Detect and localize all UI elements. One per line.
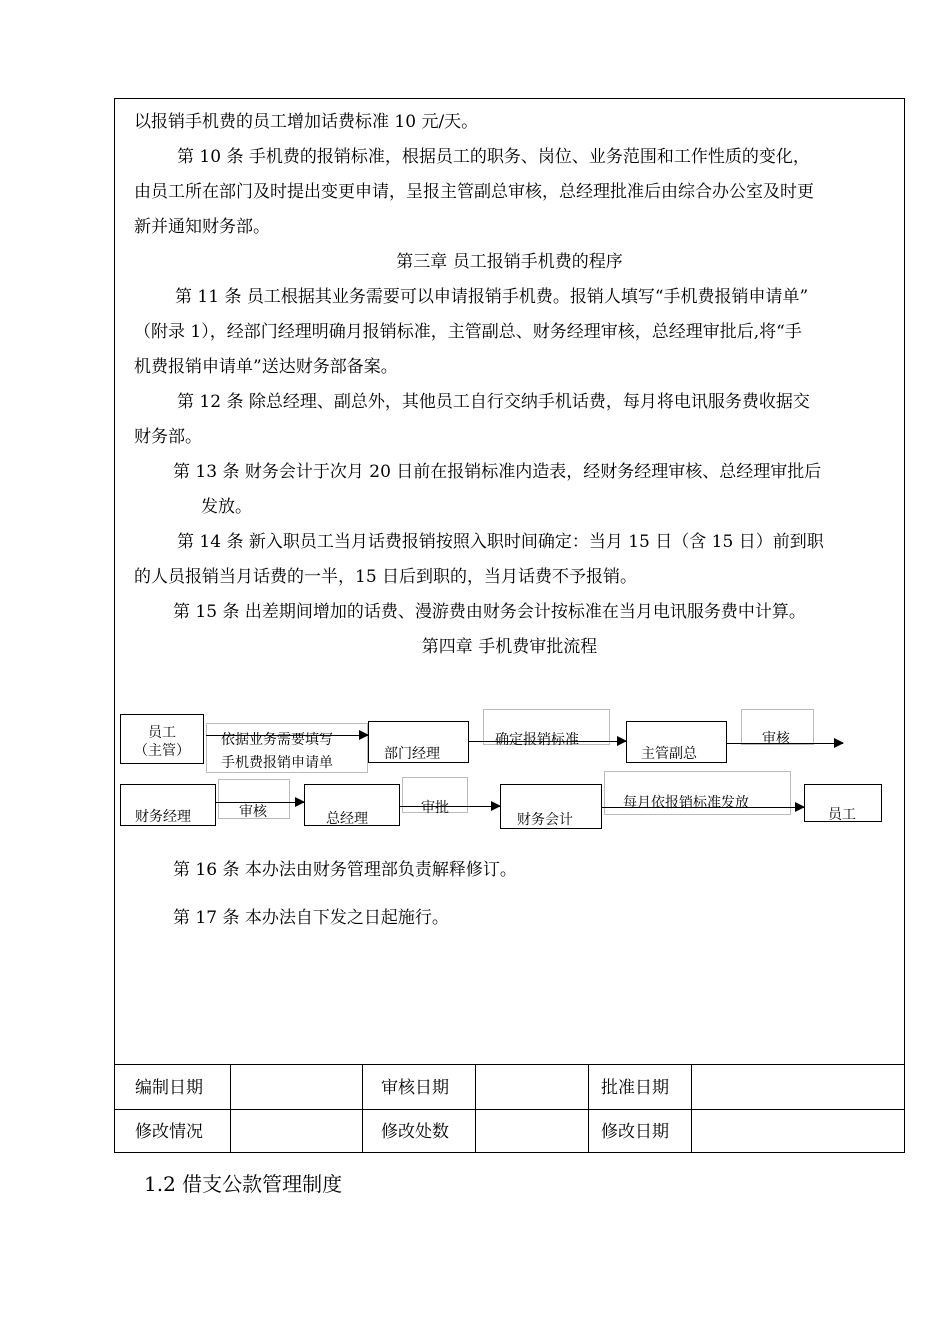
- article-10-line2: 由员工所在部门及时提出变更申请，呈报主管副总审核，总经理批准后由综合办公室及时更: [134, 182, 814, 202]
- flow-arrow: [727, 743, 843, 744]
- document-frame: [114, 98, 905, 1153]
- flow-arrow: [400, 806, 500, 807]
- table-label-approval-date: 批准日期: [601, 1078, 669, 1098]
- article-10-line1: 第 10 条 手机费的报销标准，根据员工的职务、岗位、业务范围和工作性质的变化，: [177, 147, 810, 167]
- flow-confirm-standard-label: 确定报销标准: [495, 732, 579, 748]
- table-label-compile-date: 编制日期: [135, 1078, 203, 1098]
- flow-label-review-2: [218, 779, 290, 819]
- flow-label-monthly-issue: [604, 771, 791, 815]
- flow-general-manager-label: 总经理: [326, 811, 368, 827]
- flow-label-fill-form: [206, 723, 368, 773]
- flow-fill-form-line1: 依据业务需要填写: [221, 732, 333, 748]
- flow-approve-label: 审批: [421, 800, 449, 816]
- article-12-line1: 第 12 条 除总经理、副总外，其他员工自行交纳手机话费，每月将电讯服务费收据交: [177, 392, 810, 412]
- table-column-divider: [362, 1065, 363, 1153]
- table-column-divider: [230, 1065, 231, 1153]
- table-label-revision-count: 修改处数: [381, 1122, 449, 1142]
- table-label-review-date: 审核日期: [381, 1078, 449, 1098]
- flow-label-approve: [402, 777, 468, 816]
- article-15-line: 第 15 条 出差期间增加的话费、漫游费由财务会计按标准在当月电讯服务费中计算。: [173, 602, 806, 622]
- article-13-line2: 发放。: [201, 497, 252, 517]
- article-13-line1: 第 13 条 财务会计于次月 20 日前在报销标准内造表，经财务经理审核、总经理审批后: [173, 462, 822, 482]
- flow-vp-label: 主管副总: [641, 746, 697, 762]
- article-12-line2: 财务部。: [134, 427, 202, 447]
- flow-finance-manager-label: 财务经理: [135, 809, 191, 825]
- flow-arrow: [469, 741, 626, 742]
- flow-employee-label: 员工: [148, 725, 176, 741]
- flow-box-dept-manager: [368, 721, 469, 763]
- article-11-line1: 第 11 条 员工根据其业务需要可以申请报销手机费。报销人填写“手机费报销申请单”: [175, 287, 809, 307]
- chapter-3-heading: 第三章 员工报销手机费的程序: [396, 252, 623, 272]
- article-14-line2: 的人员报销当月话费的一半，15 日后到职的，当月话费不予报销。: [134, 567, 638, 587]
- flow-arrow: [602, 807, 804, 808]
- flow-box-finance-manager: [120, 784, 216, 826]
- article-11-line3: 机费报销申请单”送达财务部备案。: [134, 357, 398, 377]
- article-11-line2: （附录 1），经部门经理明确月报销标准，主管副总、财务经理审核，总经理审批后,将“手: [134, 322, 802, 342]
- flow-box-vp: [626, 721, 727, 763]
- flow-arrow: [216, 802, 304, 803]
- flow-box-accountant: [500, 784, 602, 829]
- flow-employee-sublabel: （主管）: [134, 743, 190, 759]
- flow-dept-manager-label: 部门经理: [384, 746, 440, 762]
- flow-box-general-manager: [304, 784, 400, 826]
- article-10-line3: 新并通知财务部。: [134, 217, 270, 237]
- flow-label-confirm-standard: [483, 709, 610, 748]
- flow-monthly-issue-label: 每月依报销标准发放: [623, 795, 749, 811]
- flow-box-employee: [120, 714, 204, 764]
- flow-arrow: [206, 735, 368, 736]
- table-divider: [115, 1109, 904, 1110]
- article-14-line1: 第 14 条 新入职员工当月话费报销按照入职时间确定：当月 15 日（含 15 日）前到职: [177, 532, 824, 552]
- table-column-divider: [691, 1065, 692, 1153]
- section-heading: 1.2 借支公款管理制度: [144, 1172, 343, 1196]
- flow-review-2-label: 审核: [239, 804, 267, 820]
- article-17-line: 第 17 条 本办法自下发之日起施行。: [173, 908, 449, 928]
- table-column-divider: [588, 1065, 589, 1153]
- flow-accountant-label: 财务会计: [517, 812, 573, 828]
- flow-review-label: 审核: [762, 731, 790, 747]
- table-column-divider: [475, 1065, 476, 1153]
- flow-label-review: [741, 709, 814, 745]
- document-body: [115, 99, 904, 1064]
- paragraph-line: 以报销手机费的员工增加话费标准 10 元/天。: [134, 112, 479, 132]
- article-16-line: 第 16 条 本办法由财务管理部负责解释修订。: [173, 860, 517, 880]
- flow-employee-end-label: 员工: [828, 807, 856, 823]
- revision-table: [115, 1064, 904, 1153]
- table-label-revision-date: 修改日期: [601, 1122, 669, 1142]
- table-label-revision-status: 修改情况: [135, 1122, 203, 1142]
- flow-fill-form-line2: 手机费报销申请单: [221, 755, 333, 771]
- chapter-4-heading: 第四章 手机费审批流程: [421, 637, 598, 657]
- flow-box-employee-end: [804, 784, 882, 822]
